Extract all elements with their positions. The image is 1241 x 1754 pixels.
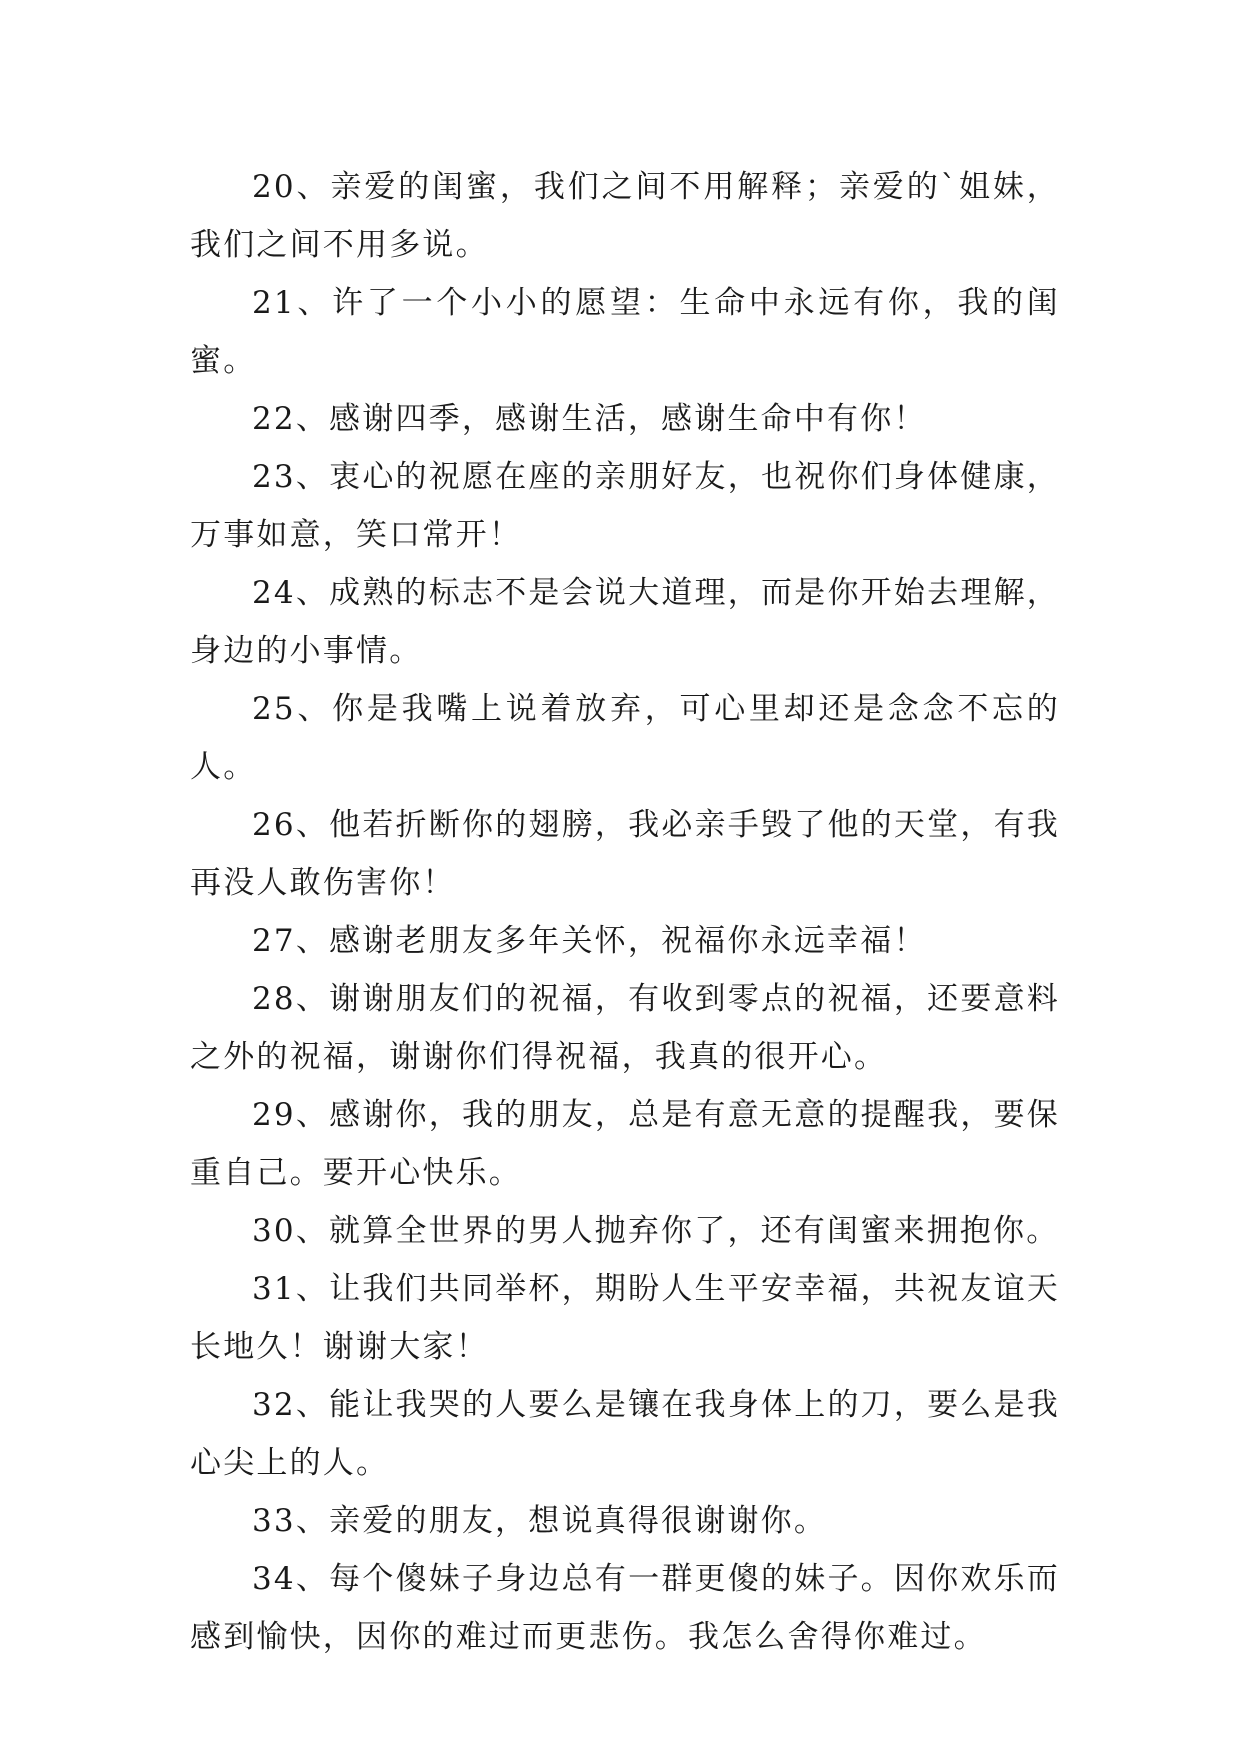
paragraph-33: 33、亲爱的朋友，想说真得很谢谢你。: [252, 1503, 828, 1539]
paragraph-29: 29、感谢你，我的朋友，总是有意无意的提醒我，要保重自己。要开心快乐。: [190, 1097, 1060, 1191]
document-body: [190, 158, 1060, 1666]
paragraph-21: 21、许了一个小小的愿望：生命中永远有你，我的闺蜜。: [190, 285, 1060, 379]
paragraph-34: 34、每个傻妹子身边总有一群更傻的妹子。因你欢乐而感到愉快，因你的难过而更悲伤。我怎么舍得你难过。: [190, 1561, 1060, 1655]
paragraph-30: 30、就算全世界的男人抛弃你了，还有闺蜜来拥抱你。: [252, 1213, 1060, 1249]
paragraph-26: 26、他若折断你的翅膀，我必亲手毁了他的天堂，有我再没人敢伤害你！: [190, 807, 1060, 901]
paragraph-25: 25、你是我嘴上说着放弃，可心里却还是念念不忘的人。: [190, 691, 1060, 785]
paragraph-24: 24、成熟的标志不是会说大道理，而是你开始去理解，身边的小事情。: [190, 575, 1060, 669]
paragraph-20: 20、亲爱的闺蜜，我们之间不用解释；亲爱的`姐妹，我们之间不用多说。: [190, 169, 1060, 263]
paragraph-22: 22、感谢四季，感谢生活，感谢生命中有你！: [252, 401, 927, 437]
paragraph-28: 28、谢谢朋友们的祝福，有收到零点的祝福，还要意料之外的祝福，谢谢你们得祝福，我真的很开心。: [190, 981, 1060, 1075]
paragraph-23: 23、衷心的祝愿在座的亲朋好友，也祝你们身体健康，万事如意，笑口常开！: [190, 459, 1060, 553]
paragraph-31: 31、让我们共同举杯，期盼人生平安幸福，共祝友谊天长地久！谢谢大家！: [190, 1271, 1060, 1365]
paragraph-27: 27、感谢老朋友多年关怀，祝福你永远幸福！: [252, 923, 927, 959]
paragraph-32: 32、能让我哭的人要么是镶在我身体上的刀，要么是我心尖上的人。: [190, 1387, 1060, 1481]
